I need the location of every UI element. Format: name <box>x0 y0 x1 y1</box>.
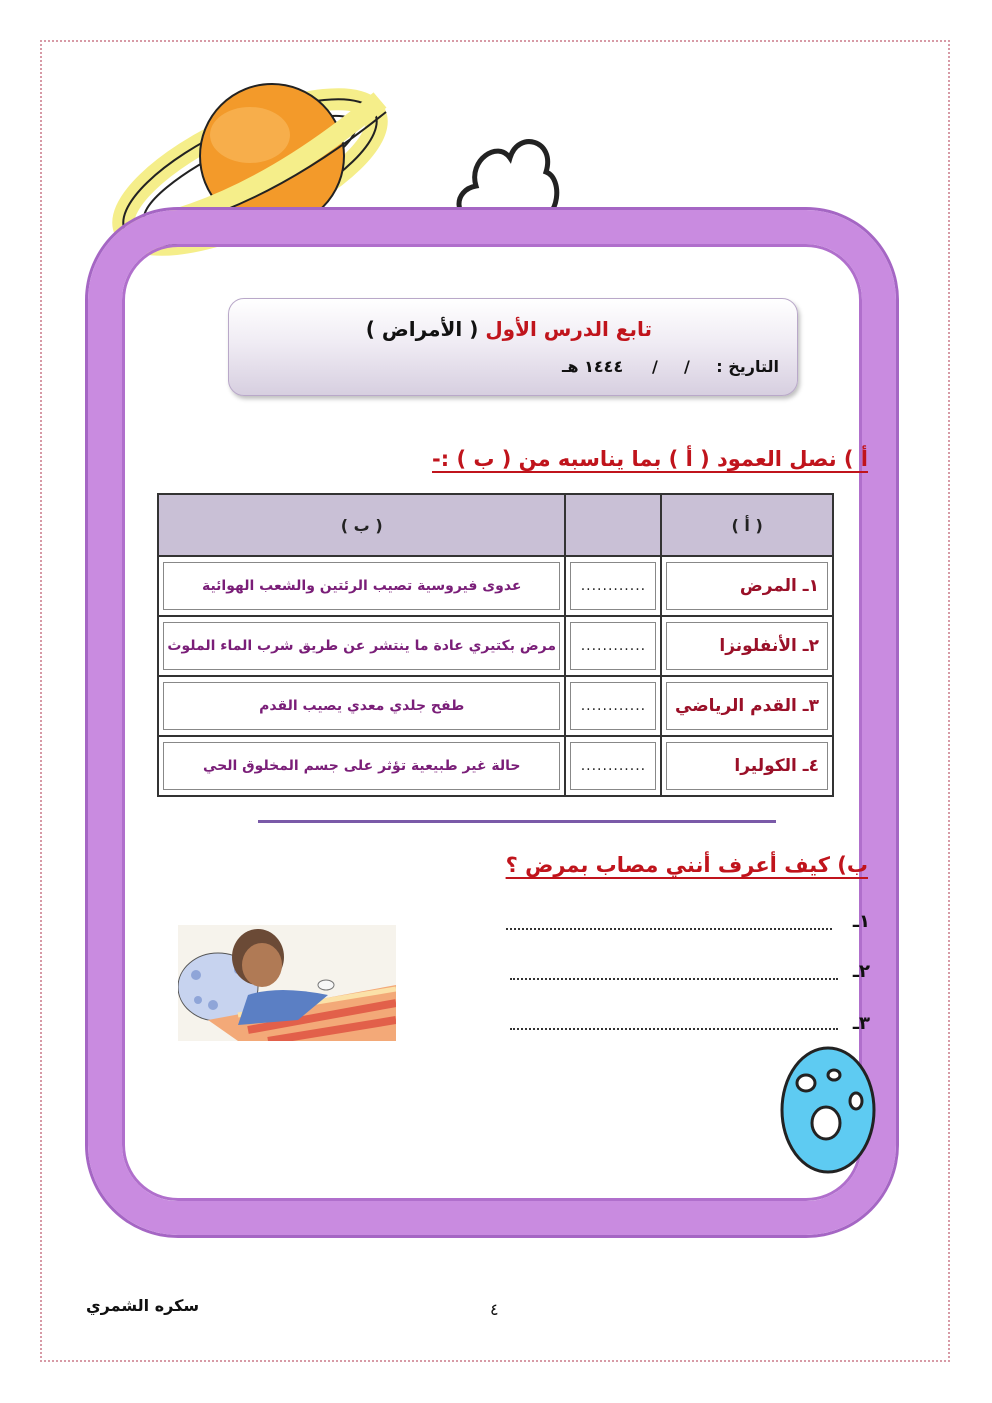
column-a-cell: ١ـ المرض <box>666 562 828 610</box>
table-row <box>158 616 833 676</box>
lesson-title <box>366 317 652 341</box>
answer-line[interactable] <box>506 928 832 930</box>
sick-child-illustration <box>178 925 396 1041</box>
column-b-header: ( ب ) <box>158 494 565 556</box>
page-number: ٤ <box>490 1300 499 1319</box>
column-a-cell: ٤ـ الكوليرا <box>666 742 828 790</box>
column-mid-header <box>565 494 661 556</box>
date-separator: / <box>652 357 658 376</box>
lesson-title-prefix: تابع الدرس الأول <box>485 317 652 341</box>
column-a-cell: ٣ـ القدم الرياضي <box>666 682 828 730</box>
column-a-cell: ٢ـ الأنفلونزا <box>666 622 828 670</box>
table-row <box>158 676 833 736</box>
matching-table <box>157 493 834 797</box>
moon-icon <box>778 1045 878 1175</box>
answer-blank[interactable]: ............ <box>570 562 656 610</box>
column-b-cell: حالة غير طبيعية تؤثر على جسم المخلوق الحي <box>163 742 560 790</box>
author-name: سكره الشمري <box>86 1296 200 1315</box>
answer-line-number: ٣ـ <box>852 1013 870 1034</box>
answer-blank[interactable]: ............ <box>570 622 656 670</box>
column-b-cell: عدوى فيروسية تصيب الرئتين والشعب الهوائية <box>163 562 560 610</box>
table-row <box>158 556 833 616</box>
answer-line[interactable] <box>510 978 838 980</box>
section-b-heading: ب) كيف أعرف أنني مصاب بمرض ؟ <box>505 853 868 877</box>
table-header-row <box>158 494 833 556</box>
date-label: التاريخ : <box>716 357 779 376</box>
answer-line-number: ٢ـ <box>852 961 870 982</box>
lesson-header-box <box>228 298 798 396</box>
date-separator: / <box>684 357 690 376</box>
answer-line[interactable] <box>510 1028 838 1030</box>
table-row <box>158 736 833 796</box>
column-b-cell: مرض بكتيري عادة ما ينتشر عن طريق شرب الماء الملوث <box>163 622 560 670</box>
column-a-header: ( أ ) <box>661 494 833 556</box>
answer-blank[interactable]: ............ <box>570 682 656 730</box>
lesson-title-topic: ( الأمراض ) <box>365 317 479 341</box>
date-year: ١٤٤٤ هـ <box>562 357 624 376</box>
section-a-heading: أ ) نصل العمود ( أ ) بما يناسبه من ( ب ) :- <box>432 447 868 471</box>
column-b-cell: طفح جلدي معدي يصيب القدم <box>163 682 560 730</box>
answer-blank[interactable]: ............ <box>570 742 656 790</box>
section-divider <box>258 820 776 823</box>
answer-line-number: ١ـ <box>852 911 870 932</box>
